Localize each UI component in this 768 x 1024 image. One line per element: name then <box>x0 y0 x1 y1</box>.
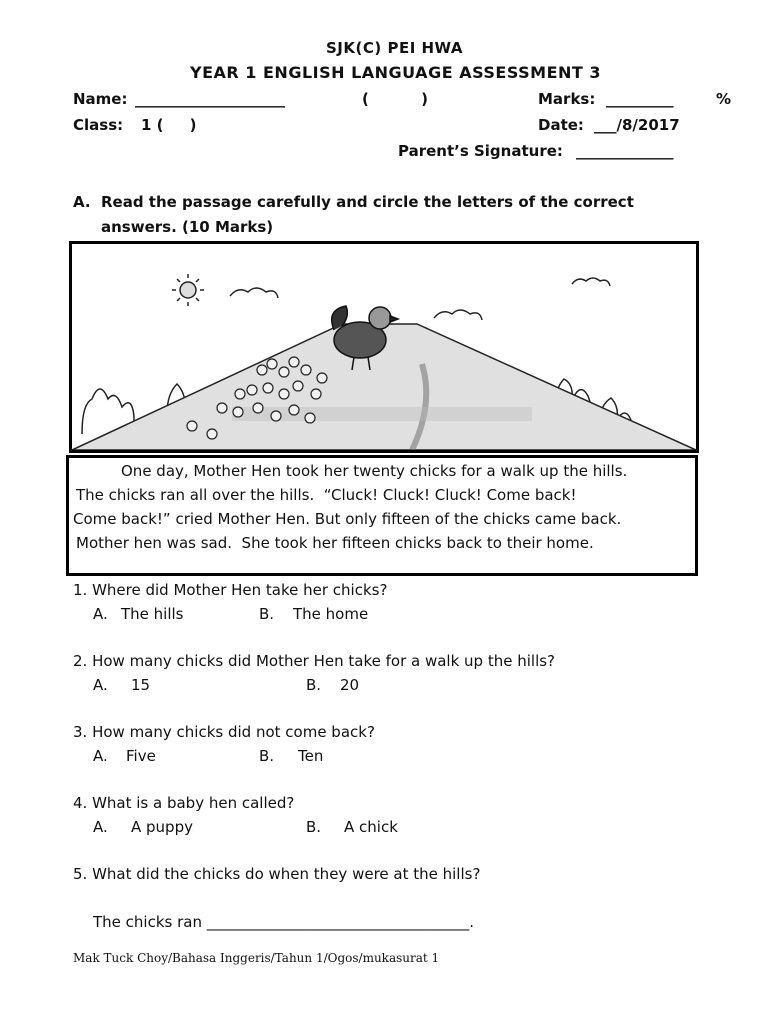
q2-option-a[interactable]: 15 <box>131 676 151 694</box>
page-title: YEAR 1 ENGLISH LANGUAGE ASSESSMENT 3 <box>190 63 602 82</box>
question-5: 5. What did the chicks do when they were at the hills? <box>73 865 481 883</box>
cloud-icon <box>230 278 610 320</box>
q5-answer-field[interactable]: The chicks ran ___________________________________. <box>93 913 475 931</box>
question-4: 4. What is a baby hen called? <box>73 794 295 812</box>
q1-option-a[interactable]: The hills <box>121 605 184 623</box>
reading-passage <box>66 455 698 576</box>
signature-field[interactable]: _____________ <box>576 142 674 160</box>
date-label: Date: <box>538 116 584 134</box>
q1-option-a-label[interactable]: A. <box>93 605 108 623</box>
marks-field[interactable]: _________ <box>606 90 674 108</box>
question-3: 3. How many chicks did not come back? <box>73 723 375 741</box>
section-letter: A. <box>73 193 91 211</box>
hill-scene-illustration <box>72 244 696 450</box>
marks-label: Marks: <box>538 90 596 108</box>
sun-icon <box>172 274 204 306</box>
q4-option-b[interactable]: A chick <box>344 818 398 836</box>
q3-option-a-label[interactable]: A. <box>93 747 108 765</box>
q4-option-a-label[interactable]: A. <box>93 818 108 836</box>
name-label: Name: <box>73 90 128 108</box>
signature-label: Parent’s Signature: <box>398 142 563 160</box>
passage-line: One day, Mother Hen took her twenty chicks for a walk up the hills. <box>121 462 628 480</box>
q3-option-b-label[interactable]: B. <box>259 747 275 765</box>
passage-line: The chicks ran all over the hills. “Cluck! Cluck! Cluck! Come back! <box>76 486 577 504</box>
q3-option-b[interactable]: Ten <box>298 747 324 765</box>
page-footer: Mak Tuck Choy/Bahasa Inggeris/Tahun 1/Ogos/mukasurat 1 <box>73 951 440 965</box>
q3-option-a[interactable]: Five <box>126 747 156 765</box>
question-1: 1. Where did Mother Hen take her chicks? <box>73 581 388 599</box>
class-label: Class: <box>73 116 124 134</box>
section-instruction-line1: Read the passage carefully and circle the letters of the correct <box>101 193 634 211</box>
q2-option-b-label[interactable]: B. <box>306 676 322 694</box>
q4-option-b-label[interactable]: B. <box>306 818 322 836</box>
q2-option-b[interactable]: 20 <box>340 676 360 694</box>
story-illustration <box>69 241 699 453</box>
name-field[interactable]: ____________________ <box>135 90 285 108</box>
date-field[interactable]: ___/8/2017 <box>594 116 680 134</box>
class-field[interactable]: 1 ( ) <box>141 116 197 134</box>
q4-option-a[interactable]: A puppy <box>131 818 193 836</box>
question-2: 2. How many chicks did Mother Hen take for a walk up the hills? <box>73 652 556 670</box>
section-instruction-line2: answers. (10 Marks) <box>101 218 274 236</box>
q2-option-a-label[interactable]: A. <box>93 676 108 694</box>
q1-option-b-label[interactable]: B. <box>259 605 275 623</box>
name-number-field[interactable]: ( ) <box>362 90 428 108</box>
passage-line: Come back!” cried Mother Hen. But only fifteen of the chicks came back. <box>73 510 622 528</box>
q1-option-b[interactable]: The home <box>293 605 369 623</box>
school-name: SJK(C) PEI HWA <box>326 39 464 57</box>
passage-line: Mother hen was sad. She took her fifteen chicks back to their home. <box>76 534 594 552</box>
marks-unit: % <box>716 90 732 108</box>
